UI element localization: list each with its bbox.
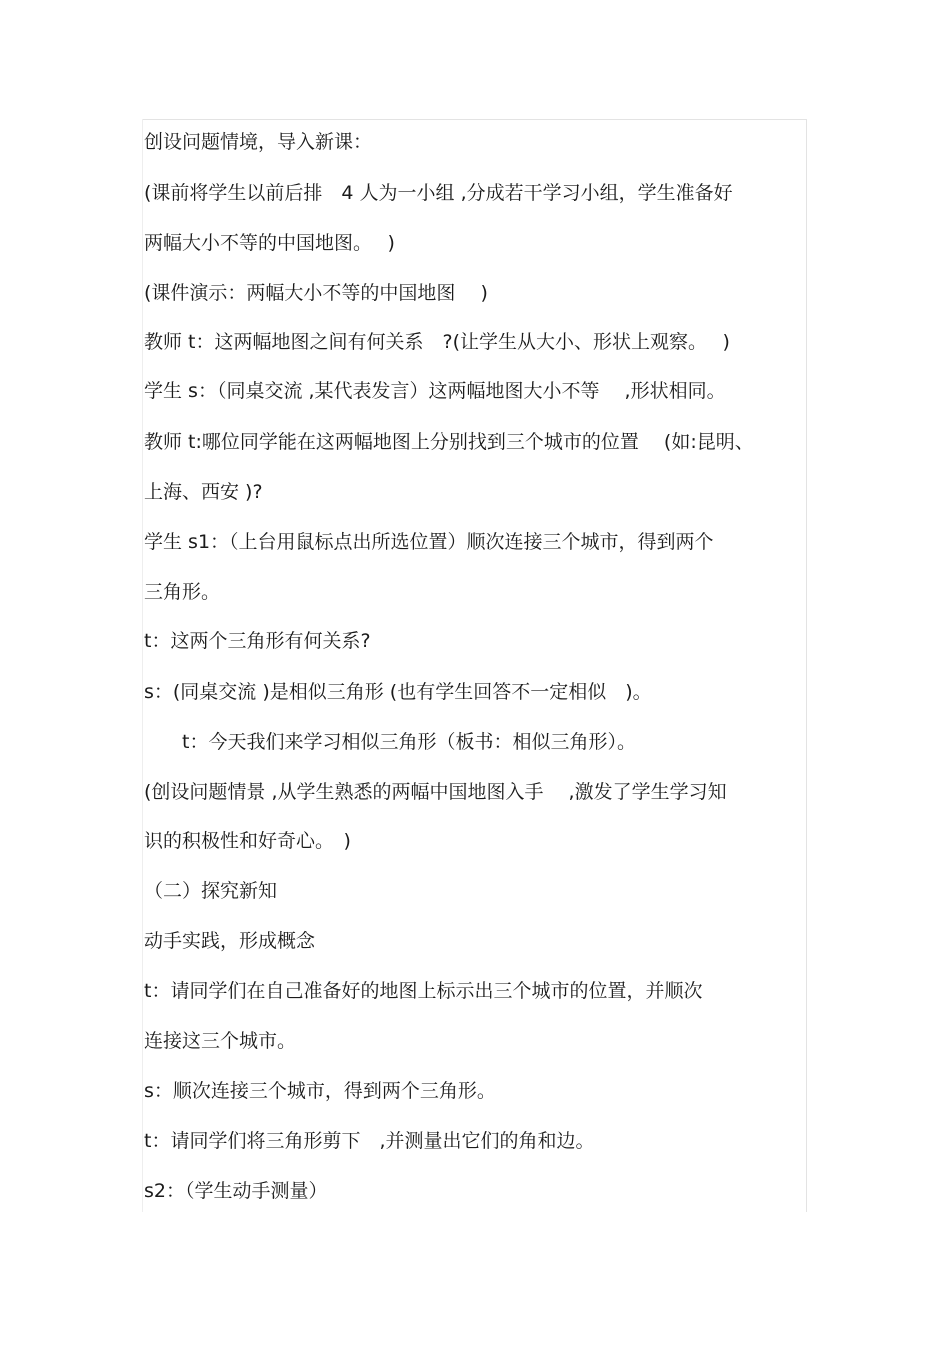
subsection-heading: 动手实践，形成概念 — [144, 930, 316, 952]
teacher-line: 教师 t：这两幅地图之间有何关系 ?(让学生从大小、形状上观察。 ) — [144, 331, 730, 353]
student-line: s：(同桌交流 )是相似三角形 (也有学生回答不一定相似 )。 — [144, 681, 652, 703]
section-heading: （二）探究新知 — [144, 880, 278, 902]
intro-heading: 创设问题情境，导入新课： — [144, 131, 373, 153]
teacher-line: t：这两个三角形有何关系? — [144, 630, 371, 652]
page-frame-right-border — [806, 119, 807, 1212]
text-line: 连接这三个城市。 — [144, 1030, 297, 1052]
student-line: 学生 s1：（上台用鼠标点出所选位置）顺次连接三个城市，得到两个 — [144, 531, 714, 553]
text-line: 识的积极性和好奇心。 ) — [144, 830, 351, 852]
text-line: 两幅大小不等的中国地图。 ) — [144, 232, 395, 254]
teacher-line-indented: t：今天我们来学习相似三角形（板书：相似三角形）。 — [182, 731, 636, 753]
student-line: 学生 s：（同桌交流 ,某代表发言）这两幅地图大小不等 ,形状相同。 — [144, 380, 726, 402]
text-line: 上海、西安 )? — [144, 481, 263, 503]
text-line: (创设问题情景 ,从学生熟悉的两幅中国地图入手 ,激发了学生学习知 — [144, 781, 727, 803]
text-line: (课前将学生以前后排 4 人为一小组 ,分成若干学习小组，学生准备好 — [144, 182, 733, 204]
text-line: 三角形。 — [144, 581, 221, 603]
student-line: s2：（学生动手测量） — [144, 1180, 328, 1202]
text-line: (课件演示：两幅大小不等的中国地图 ) — [144, 282, 488, 304]
teacher-line: 教师 t:哪位同学能在这两幅地图上分别找到三个城市的位置 (如:昆明、 — [144, 431, 754, 453]
student-line: s：顺次连接三个城市，得到两个三角形。 — [144, 1080, 496, 1102]
teacher-line: t：请同学们将三角形剪下 ,并测量出它们的角和边。 — [144, 1130, 595, 1152]
page-frame-top-border — [142, 119, 807, 120]
teacher-line: t：请同学们在自己准备好的地图上标示出三个城市的位置，并顺次 — [144, 980, 703, 1002]
page-frame-left-border — [142, 119, 143, 1212]
